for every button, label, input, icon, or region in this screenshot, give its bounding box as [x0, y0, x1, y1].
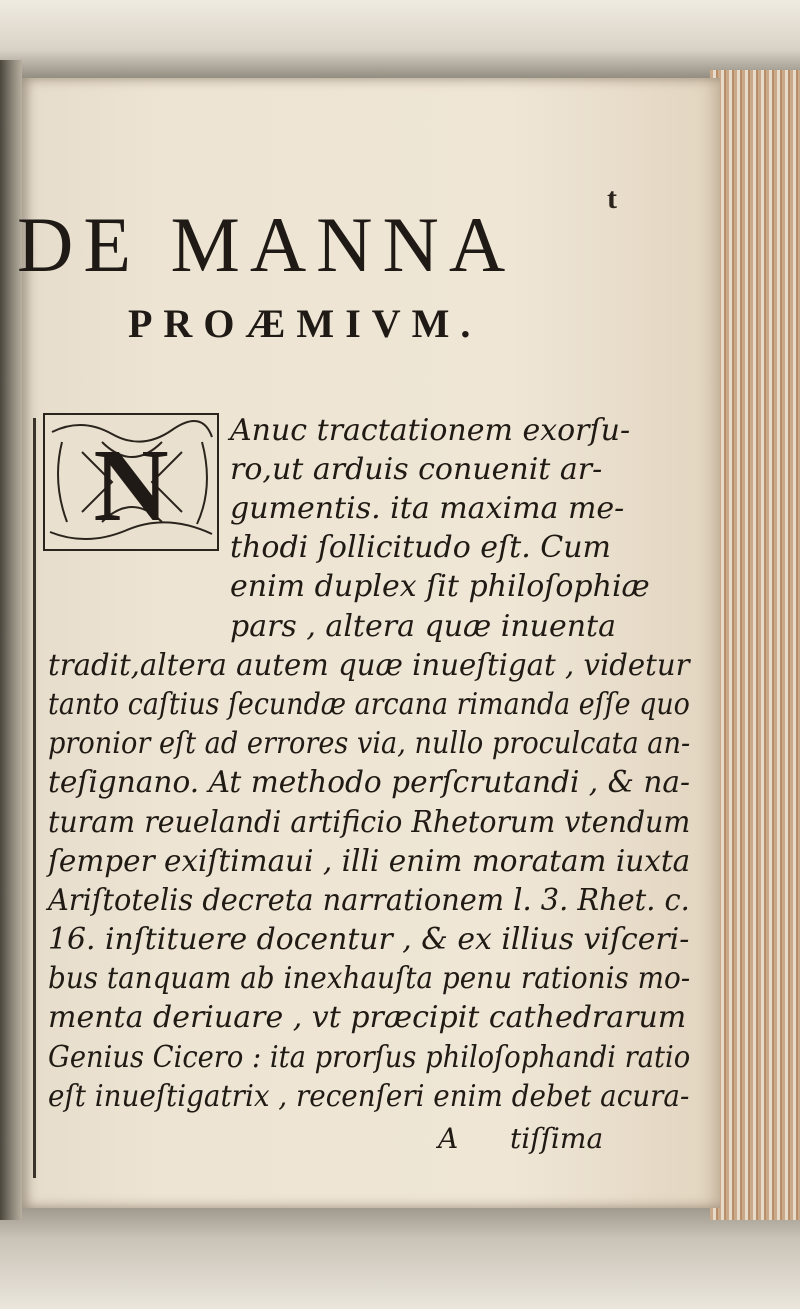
text-line: ſemper exiſtimaui , illi enim moratam iuxta: [48, 844, 691, 879]
svg-text:N: N: [93, 428, 169, 543]
catchword: tiſſima: [510, 1122, 604, 1155]
decorated-initial: [42, 412, 220, 552]
text-line: teſignano. At methodo perſcrutandi , & na-: [48, 765, 691, 800]
photo-backdrop-top: [0, 0, 800, 82]
page-subtitle: PROÆMIVM.: [128, 301, 482, 346]
text-line: pronior eſt ad errores via, nullo proculcata an-: [48, 726, 691, 761]
text-line: eſt inueſtigatrix , recenſeri enim debet acura-: [48, 1079, 690, 1114]
page-mark: t: [607, 182, 617, 215]
text-line: ro,ut arduis conuenit ar-: [230, 452, 603, 487]
text-line: menta deriuare , vt præcipit cathedrarum: [48, 1000, 687, 1035]
text-line: tradit,altera autem quæ inueſtigat , videtur: [48, 648, 690, 683]
text-line: enim duplex ſit philoſophiæ: [230, 569, 650, 604]
text-line: Ariſtotelis decreta narrationem l. 3. Rhet. c.: [48, 883, 690, 918]
photo-backdrop-bottom: [0, 1192, 800, 1309]
text-line: pars , altera quæ inuenta: [230, 609, 617, 644]
signature-mark: A: [438, 1122, 459, 1155]
text-line: bus tanquam ab inexhauſta penu rationis mo-: [48, 961, 691, 996]
text-line: thodi ſollicitudo eſt. Cum: [230, 530, 612, 565]
text-line: gumentis. ita maxima me-: [230, 491, 625, 526]
text-line: 16. inſtituere docentur , & ex illius viſceri-: [48, 922, 690, 957]
text-line: tanto caſtius ſecundæ arcana rimanda eſſe quo: [48, 687, 690, 722]
page-edge: [710, 70, 800, 1220]
text-line: Anuc tractationem exorſu-: [230, 413, 631, 448]
text-line: turam reuelandi artificio Rhetorum vtendum: [48, 805, 691, 840]
text-line: Genius Cicero : ita prorſus philoſophandi ratio: [48, 1040, 691, 1075]
page-title: DE MANNA: [17, 201, 516, 288]
margin-rule: [33, 418, 36, 1178]
